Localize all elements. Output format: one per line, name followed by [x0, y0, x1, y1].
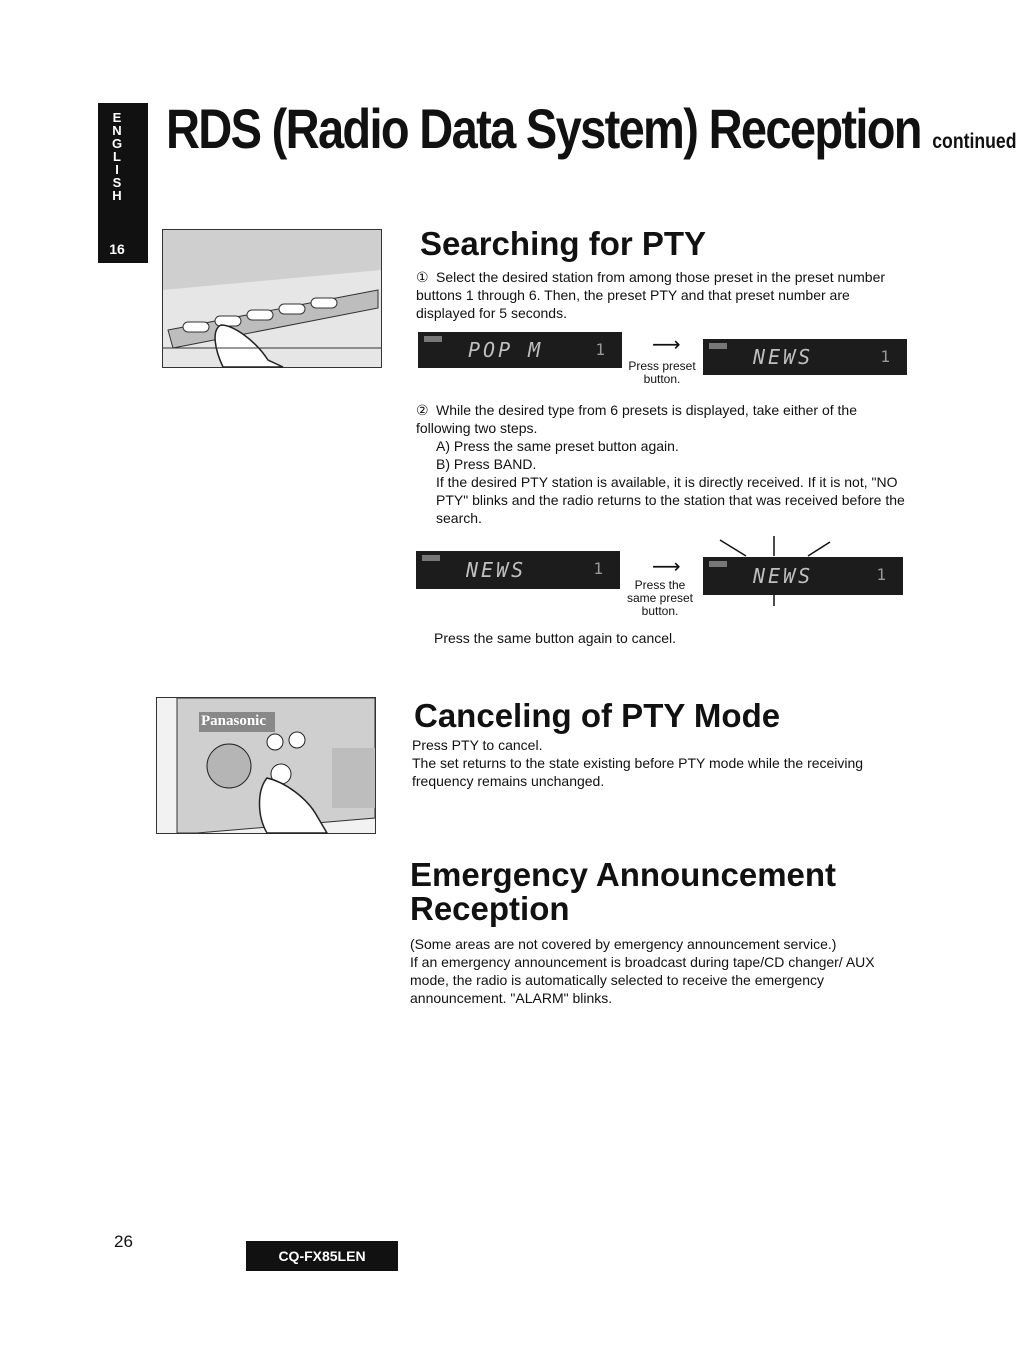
- cancel-line-1: Press PTY to cancel.: [412, 737, 543, 753]
- lang-letter: N: [112, 123, 122, 138]
- heading-emergency-announcement: Emergency Announcement Reception: [410, 856, 837, 927]
- band-indicator-icon: [709, 561, 727, 567]
- step-2-option-a: A) Press the same preset button again.: [436, 438, 679, 454]
- lang-letter: S: [112, 175, 122, 190]
- lcd-digit: 1: [595, 340, 608, 359]
- step-1-text: Select the desired station from among those preset in the preset number buttons 1 through 6. Then, the preset PTY and that preset number are displayed for 5 seconds.: [416, 269, 886, 321]
- emergency-line-2: If an emergency announcement is broadcast during tape/CD changer/ AUX mode, the radio is automatically selected to receive the emergency announcement. "ALARM" blinks.: [410, 954, 875, 1006]
- arrow-right-icon: ⟶: [652, 334, 681, 356]
- search-step-1: [416, 268, 912, 322]
- language-tab: [98, 103, 148, 263]
- band-indicator-icon: [424, 336, 442, 342]
- lcd-display-pop-m: [418, 332, 622, 368]
- cancel-hint: Press the same button again to cancel.: [434, 630, 677, 646]
- band-indicator-icon: [422, 555, 440, 561]
- step-2-note: If the desired PTY station is available, it is directly received. If it is not, "NO PTY" blinks and the radio returns to the station that was received before the search.: [436, 474, 905, 526]
- lcd-digit: 1: [880, 347, 893, 366]
- lcd-digit: 1: [593, 559, 606, 578]
- emergency-instructions: [410, 935, 910, 1007]
- step-1-marker: ①: [416, 269, 429, 285]
- lang-letter: I: [115, 162, 119, 177]
- page-title-main: RDS (Radio Data System) Reception: [166, 97, 921, 160]
- lcd-display-news-blinking: [703, 557, 903, 595]
- lcd-display-news: [703, 339, 907, 375]
- lang-letter: G: [111, 136, 123, 151]
- page-title-suffix: continued: [932, 130, 1017, 153]
- cancel-instructions: [412, 736, 912, 790]
- step-2-option-b: B) Press BAND.: [436, 456, 537, 472]
- step-2-text: While the desired type from 6 presets is displayed, take either of the following two steps.: [416, 402, 857, 436]
- heading-canceling-pty-mode: Canceling of PTY Mode: [414, 697, 781, 734]
- cancel-line-2: The set returns to the state existing before PTY mode while the receiving frequency remains unchanged.: [412, 755, 864, 789]
- band-indicator-icon: [709, 343, 727, 349]
- lcd-text: NEWS: [753, 345, 814, 369]
- lang-letter: H: [112, 188, 122, 203]
- lang-letter: L: [113, 149, 121, 164]
- radio-panel-drawing: [163, 230, 381, 367]
- step-2-marker: ②: [416, 402, 429, 418]
- model-badge: CQ-FX85LEN: [246, 1241, 398, 1271]
- page-number: 26: [114, 1232, 133, 1251]
- display2-caption: Press the same preset button.: [626, 578, 694, 618]
- language-letters: [98, 111, 136, 202]
- section-number: 16: [109, 241, 125, 257]
- search-step-2: [416, 401, 912, 527]
- page-title: [166, 96, 1017, 161]
- preset-buttons-illustration: [162, 229, 382, 368]
- lcd-digit: 1: [876, 565, 889, 584]
- lcd-text: NEWS: [466, 558, 527, 582]
- lang-letter: E: [112, 110, 122, 125]
- brand-logo: Panasonic: [201, 713, 267, 729]
- arrow-right-icon: ⟶: [652, 556, 681, 578]
- lcd-text: NEWS: [753, 564, 814, 588]
- heading-searching-for-pty: Searching for PTY: [420, 225, 707, 262]
- lcd-display-news-steady: [416, 551, 620, 589]
- emergency-line-1: (Some areas are not covered by emergency announcement service.): [410, 936, 837, 952]
- lcd-text: POP M: [468, 338, 544, 362]
- pty-button-illustration: [156, 697, 376, 834]
- display1-caption: Press preset button.: [628, 359, 696, 386]
